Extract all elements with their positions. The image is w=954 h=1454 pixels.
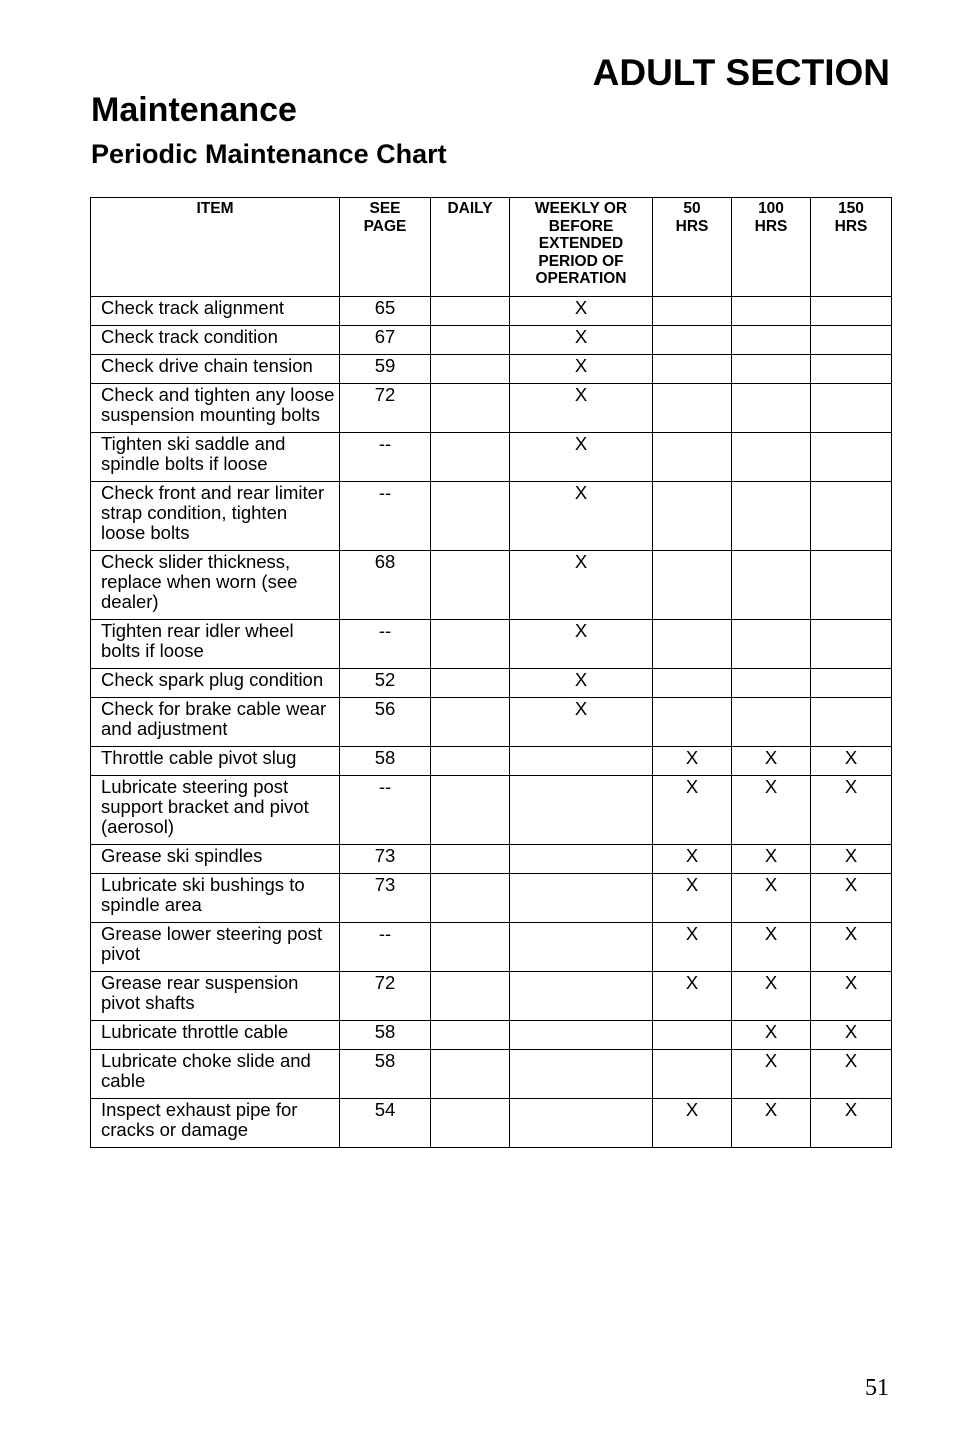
- weekly-cell: X: [510, 297, 653, 326]
- hrs-100-cell: X: [732, 776, 811, 845]
- table-row: [91, 669, 892, 698]
- hrs-50-cell: [653, 1050, 732, 1099]
- hrs-100-cell: [732, 669, 811, 698]
- daily-cell: [431, 972, 510, 1021]
- section-title: ADULT SECTION: [592, 52, 890, 93]
- daily-cell: [431, 1021, 510, 1050]
- see-page-cell: 72: [340, 972, 431, 1021]
- daily-cell: [431, 433, 510, 482]
- see-page-cell: 59: [340, 355, 431, 384]
- page-title: Maintenance: [91, 91, 297, 129]
- daily-cell: [431, 482, 510, 551]
- table-row: [91, 845, 892, 874]
- hrs-150-cell: [811, 669, 892, 698]
- hrs-50-cell: [653, 620, 732, 669]
- hrs-100-cell: [732, 551, 811, 620]
- hrs-150-cell: X: [811, 923, 892, 972]
- weekly-cell: [510, 923, 653, 972]
- see-page-cell: 58: [340, 1050, 431, 1099]
- item-cell: Check front and rear limiter strap condition, tighten loose bolts: [91, 482, 340, 551]
- see-page-cell: 52: [340, 669, 431, 698]
- see-page-cell: --: [340, 923, 431, 972]
- hrs-100-cell: [732, 355, 811, 384]
- maintenance-table: [90, 197, 892, 1148]
- hrs-50-cell: [653, 355, 732, 384]
- weekly-cell: X: [510, 326, 653, 355]
- column-header-150-hrs: 150 HRS: [811, 198, 892, 297]
- hrs-150-cell: X: [811, 1050, 892, 1099]
- hrs-100-cell: X: [732, 1050, 811, 1099]
- daily-cell: [431, 1099, 510, 1148]
- see-page-cell: 73: [340, 874, 431, 923]
- table-row: [91, 326, 892, 355]
- table-row: [91, 972, 892, 1021]
- weekly-cell: [510, 1021, 653, 1050]
- item-cell: Grease rear suspension pivot shafts: [91, 972, 340, 1021]
- table-row: [91, 384, 892, 433]
- daily-cell: [431, 747, 510, 776]
- item-cell: Grease lower steering post pivot: [91, 923, 340, 972]
- item-cell: Throttle cable pivot slug: [91, 747, 340, 776]
- hrs-50-cell: X: [653, 845, 732, 874]
- item-cell: Check slider thickness, replace when worn (see dealer): [91, 551, 340, 620]
- column-header-see-page: SEE PAGE: [340, 198, 431, 297]
- item-cell: Check for brake cable wear and adjustment: [91, 698, 340, 747]
- table-row: [91, 620, 892, 669]
- table-body: [91, 297, 892, 1148]
- hrs-50-cell: [653, 326, 732, 355]
- table-row: [91, 1021, 892, 1050]
- hrs-50-cell: X: [653, 972, 732, 1021]
- weekly-cell: [510, 1050, 653, 1099]
- see-page-cell: 58: [340, 1021, 431, 1050]
- weekly-cell: [510, 845, 653, 874]
- hrs-50-cell: X: [653, 874, 732, 923]
- weekly-cell: X: [510, 482, 653, 551]
- hrs-100-cell: X: [732, 747, 811, 776]
- weekly-cell: [510, 874, 653, 923]
- hrs-150-cell: [811, 620, 892, 669]
- hrs-50-cell: X: [653, 1099, 732, 1148]
- hrs-150-cell: X: [811, 747, 892, 776]
- hrs-150-cell: X: [811, 776, 892, 845]
- hrs-50-cell: [653, 297, 732, 326]
- see-page-cell: --: [340, 620, 431, 669]
- item-cell: Check track condition: [91, 326, 340, 355]
- daily-cell: [431, 297, 510, 326]
- table-row: [91, 433, 892, 482]
- hrs-150-cell: X: [811, 1021, 892, 1050]
- daily-cell: [431, 1050, 510, 1099]
- hrs-50-cell: X: [653, 923, 732, 972]
- see-page-cell: 54: [340, 1099, 431, 1148]
- item-cell: Grease ski spindles: [91, 845, 340, 874]
- table-row: [91, 698, 892, 747]
- hrs-50-cell: [653, 1021, 732, 1050]
- hrs-100-cell: [732, 384, 811, 433]
- hrs-50-cell: [653, 669, 732, 698]
- weekly-cell: X: [510, 384, 653, 433]
- daily-cell: [431, 845, 510, 874]
- table-row: [91, 1099, 892, 1148]
- hrs-100-cell: X: [732, 972, 811, 1021]
- daily-cell: [431, 551, 510, 620]
- item-cell: Tighten ski saddle and spindle bolts if loose: [91, 433, 340, 482]
- hrs-100-cell: [732, 482, 811, 551]
- table-row: [91, 747, 892, 776]
- weekly-cell: X: [510, 669, 653, 698]
- hrs-100-cell: [732, 297, 811, 326]
- see-page-cell: 67: [340, 326, 431, 355]
- daily-cell: [431, 355, 510, 384]
- daily-cell: [431, 874, 510, 923]
- hrs-150-cell: [811, 698, 892, 747]
- daily-cell: [431, 326, 510, 355]
- item-cell: Check and tighten any loose suspension mounting bolts: [91, 384, 340, 433]
- table-row: [91, 297, 892, 326]
- see-page-cell: 72: [340, 384, 431, 433]
- hrs-100-cell: [732, 433, 811, 482]
- table-header-row: [91, 198, 892, 297]
- item-cell: Check drive chain tension: [91, 355, 340, 384]
- hrs-50-cell: X: [653, 776, 732, 845]
- hrs-150-cell: X: [811, 1099, 892, 1148]
- see-page-cell: 58: [340, 747, 431, 776]
- table-row: [91, 923, 892, 972]
- item-cell: Check track alignment: [91, 297, 340, 326]
- weekly-cell: X: [510, 620, 653, 669]
- hrs-100-cell: X: [732, 1021, 811, 1050]
- daily-cell: [431, 698, 510, 747]
- table-row: [91, 355, 892, 384]
- daily-cell: [431, 776, 510, 845]
- hrs-100-cell: X: [732, 845, 811, 874]
- hrs-50-cell: [653, 482, 732, 551]
- weekly-cell: X: [510, 698, 653, 747]
- daily-cell: [431, 923, 510, 972]
- item-cell: Lubricate steering post support bracket and pivot (aerosol): [91, 776, 340, 845]
- hrs-150-cell: [811, 297, 892, 326]
- hrs-50-cell: [653, 698, 732, 747]
- hrs-150-cell: [811, 482, 892, 551]
- hrs-100-cell: [732, 620, 811, 669]
- column-header-100-hrs: 100 HRS: [732, 198, 811, 297]
- hrs-50-cell: X: [653, 747, 732, 776]
- weekly-cell: X: [510, 355, 653, 384]
- item-cell: Lubricate throttle cable: [91, 1021, 340, 1050]
- daily-cell: [431, 669, 510, 698]
- table-row: [91, 776, 892, 845]
- daily-cell: [431, 384, 510, 433]
- column-header-50-hrs: 50 HRS: [653, 198, 732, 297]
- hrs-150-cell: [811, 433, 892, 482]
- see-page-cell: 65: [340, 297, 431, 326]
- hrs-100-cell: X: [732, 923, 811, 972]
- hrs-50-cell: [653, 433, 732, 482]
- table-row: [91, 1050, 892, 1099]
- item-cell: Inspect exhaust pipe for cracks or damage: [91, 1099, 340, 1148]
- hrs-150-cell: [811, 551, 892, 620]
- item-cell: Tighten rear idler wheel bolts if loose: [91, 620, 340, 669]
- hrs-150-cell: [811, 384, 892, 433]
- weekly-cell: [510, 1099, 653, 1148]
- see-page-cell: --: [340, 433, 431, 482]
- chart-subtitle: Periodic Maintenance Chart: [91, 139, 447, 169]
- hrs-100-cell: [732, 698, 811, 747]
- see-page-cell: 73: [340, 845, 431, 874]
- hrs-50-cell: [653, 551, 732, 620]
- table-row: [91, 874, 892, 923]
- table-row: [91, 482, 892, 551]
- column-header-weekly: WEEKLY OR BEFORE EXTENDED PERIOD OF OPERATION: [510, 198, 653, 297]
- weekly-cell: [510, 972, 653, 1021]
- hrs-150-cell: X: [811, 874, 892, 923]
- item-cell: Check spark plug condition: [91, 669, 340, 698]
- hrs-100-cell: X: [732, 874, 811, 923]
- hrs-100-cell: X: [732, 1099, 811, 1148]
- page-number: 51: [865, 1375, 889, 1401]
- hrs-50-cell: [653, 384, 732, 433]
- weekly-cell: [510, 776, 653, 845]
- weekly-cell: X: [510, 551, 653, 620]
- daily-cell: [431, 620, 510, 669]
- weekly-cell: X: [510, 433, 653, 482]
- hrs-100-cell: [732, 326, 811, 355]
- column-header-item: ITEM: [91, 198, 340, 297]
- column-header-daily: DAILY: [431, 198, 510, 297]
- hrs-150-cell: X: [811, 972, 892, 1021]
- see-page-cell: 56: [340, 698, 431, 747]
- see-page-cell: --: [340, 776, 431, 845]
- see-page-cell: 68: [340, 551, 431, 620]
- hrs-150-cell: [811, 326, 892, 355]
- weekly-cell: [510, 747, 653, 776]
- table-row: [91, 551, 892, 620]
- item-cell: Lubricate ski bushings to spindle area: [91, 874, 340, 923]
- hrs-150-cell: X: [811, 845, 892, 874]
- item-cell: Lubricate choke slide and cable: [91, 1050, 340, 1099]
- see-page-cell: --: [340, 482, 431, 551]
- hrs-150-cell: [811, 355, 892, 384]
